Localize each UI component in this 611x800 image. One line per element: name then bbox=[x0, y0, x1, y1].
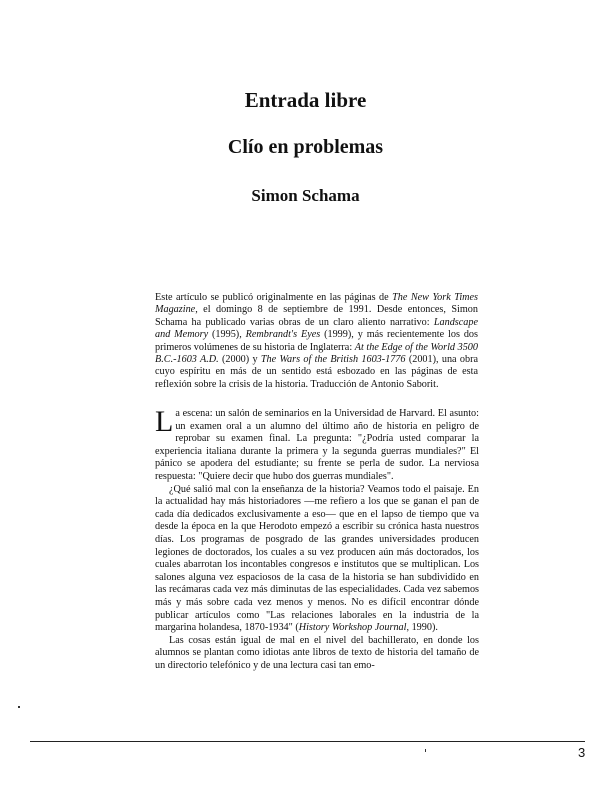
page-number: 3 bbox=[578, 745, 586, 760]
intro-publication: The New York Times Magazine bbox=[155, 292, 478, 316]
intro-note bbox=[155, 292, 478, 391]
drop-cap: L bbox=[155, 405, 174, 438]
scan-speck bbox=[425, 749, 426, 752]
paragraph-text: a escena: un salón de seminarios en la Universidad de Harvard. El asunto: un examen oral a un alumno del último año de historia en peligro de reprobar su examen final. La pregunta: "¿Podría usted comparar la experiencia italiana durante la primera y la segunda guerras mundiales?" El pánico se apodera del estudiante; su frente se perla de sudor. La nerviosa respuesta: "Quiere decir que hubo dos guerras mundiales". bbox=[155, 408, 479, 482]
journal-title: History Workshop Journal bbox=[298, 622, 407, 634]
paragraph-text: , 1990). bbox=[406, 622, 438, 634]
section-title: Entrada libre bbox=[244, 88, 367, 112]
author-name: Simon Schama bbox=[251, 186, 360, 205]
article-body bbox=[155, 405, 479, 672]
body-paragraph bbox=[155, 635, 479, 673]
scan-speck bbox=[18, 706, 20, 708]
body-paragraph bbox=[155, 405, 479, 484]
intro-text: , el domingo 8 de septiembre de 1991. Desde entonces, Simon Schama ha publicado varias obras de un claro aliento narrativo: bbox=[155, 304, 478, 328]
article-title: Clío en problemas bbox=[227, 136, 384, 158]
paragraph-text: Las cosas están igual de mal en el nivel del bachillerato, en donde los alumnos se plantan como idiotas ante libros de texto de historia del tamaño de un directorio telefónico y de una lectura casi tan emo- bbox=[155, 634, 479, 671]
intro-book-title: Landscape and Memory bbox=[155, 316, 478, 341]
intro-text: Este artículo se publicó originalmente en las páginas de bbox=[155, 292, 393, 303]
intro-book-title: At the Edge of the World 3500 B.C.-1603 A.D. bbox=[155, 341, 478, 366]
intro-book-title: The Wars of the British 1603-1776 bbox=[260, 354, 406, 366]
intro-text: (2001), una obra cuyo espíritu en más de un sentido está esbozado en las páginas de esta reflexión sobre la crisis de la historia. Traducción de Antonio Saborit. bbox=[155, 354, 478, 390]
footer-rule bbox=[30, 741, 585, 742]
paragraph-text: ¿Qué salió mal con la enseñanza de la historia? Veamos todo el paisaje. En la actualidad hay más historiadores —me refiero a los que se ganan el pan de cada día dedicados exclusivamente a eso— que en el lapso de tiempo que va desde la época en la que Herodoto empezó a escribir su crónica hasta nuestros días. Los programas de posgrado de las grandes universidades producen legiones de doctorados, los cuales a su vez producen aún más doctorados, los cuales abarrotan los incontables congresos e institutos que se multiplican. Los salones alguna vez espaciosos de la casa de la historia se han subdividido en las recámaras cada vez más diminutas de las especialidades. Cada vez sabemos más y más sobre cada vez menos y menos. No es difícil encontrar dónde publicar artículos como "Las relaciones laborales en la industria de la margarina holandesa, 1870-1934" ( bbox=[155, 483, 479, 634]
intro-book-title: Rembrandt's Eyes bbox=[245, 329, 321, 341]
intro-text: (1999), y más recientemente los dos primeros volúmenes de su historia de Inglaterra: bbox=[155, 329, 478, 353]
intro-text: (2000) y bbox=[218, 354, 261, 366]
body-paragraph bbox=[155, 484, 479, 635]
intro-text: (1995), bbox=[208, 329, 246, 341]
